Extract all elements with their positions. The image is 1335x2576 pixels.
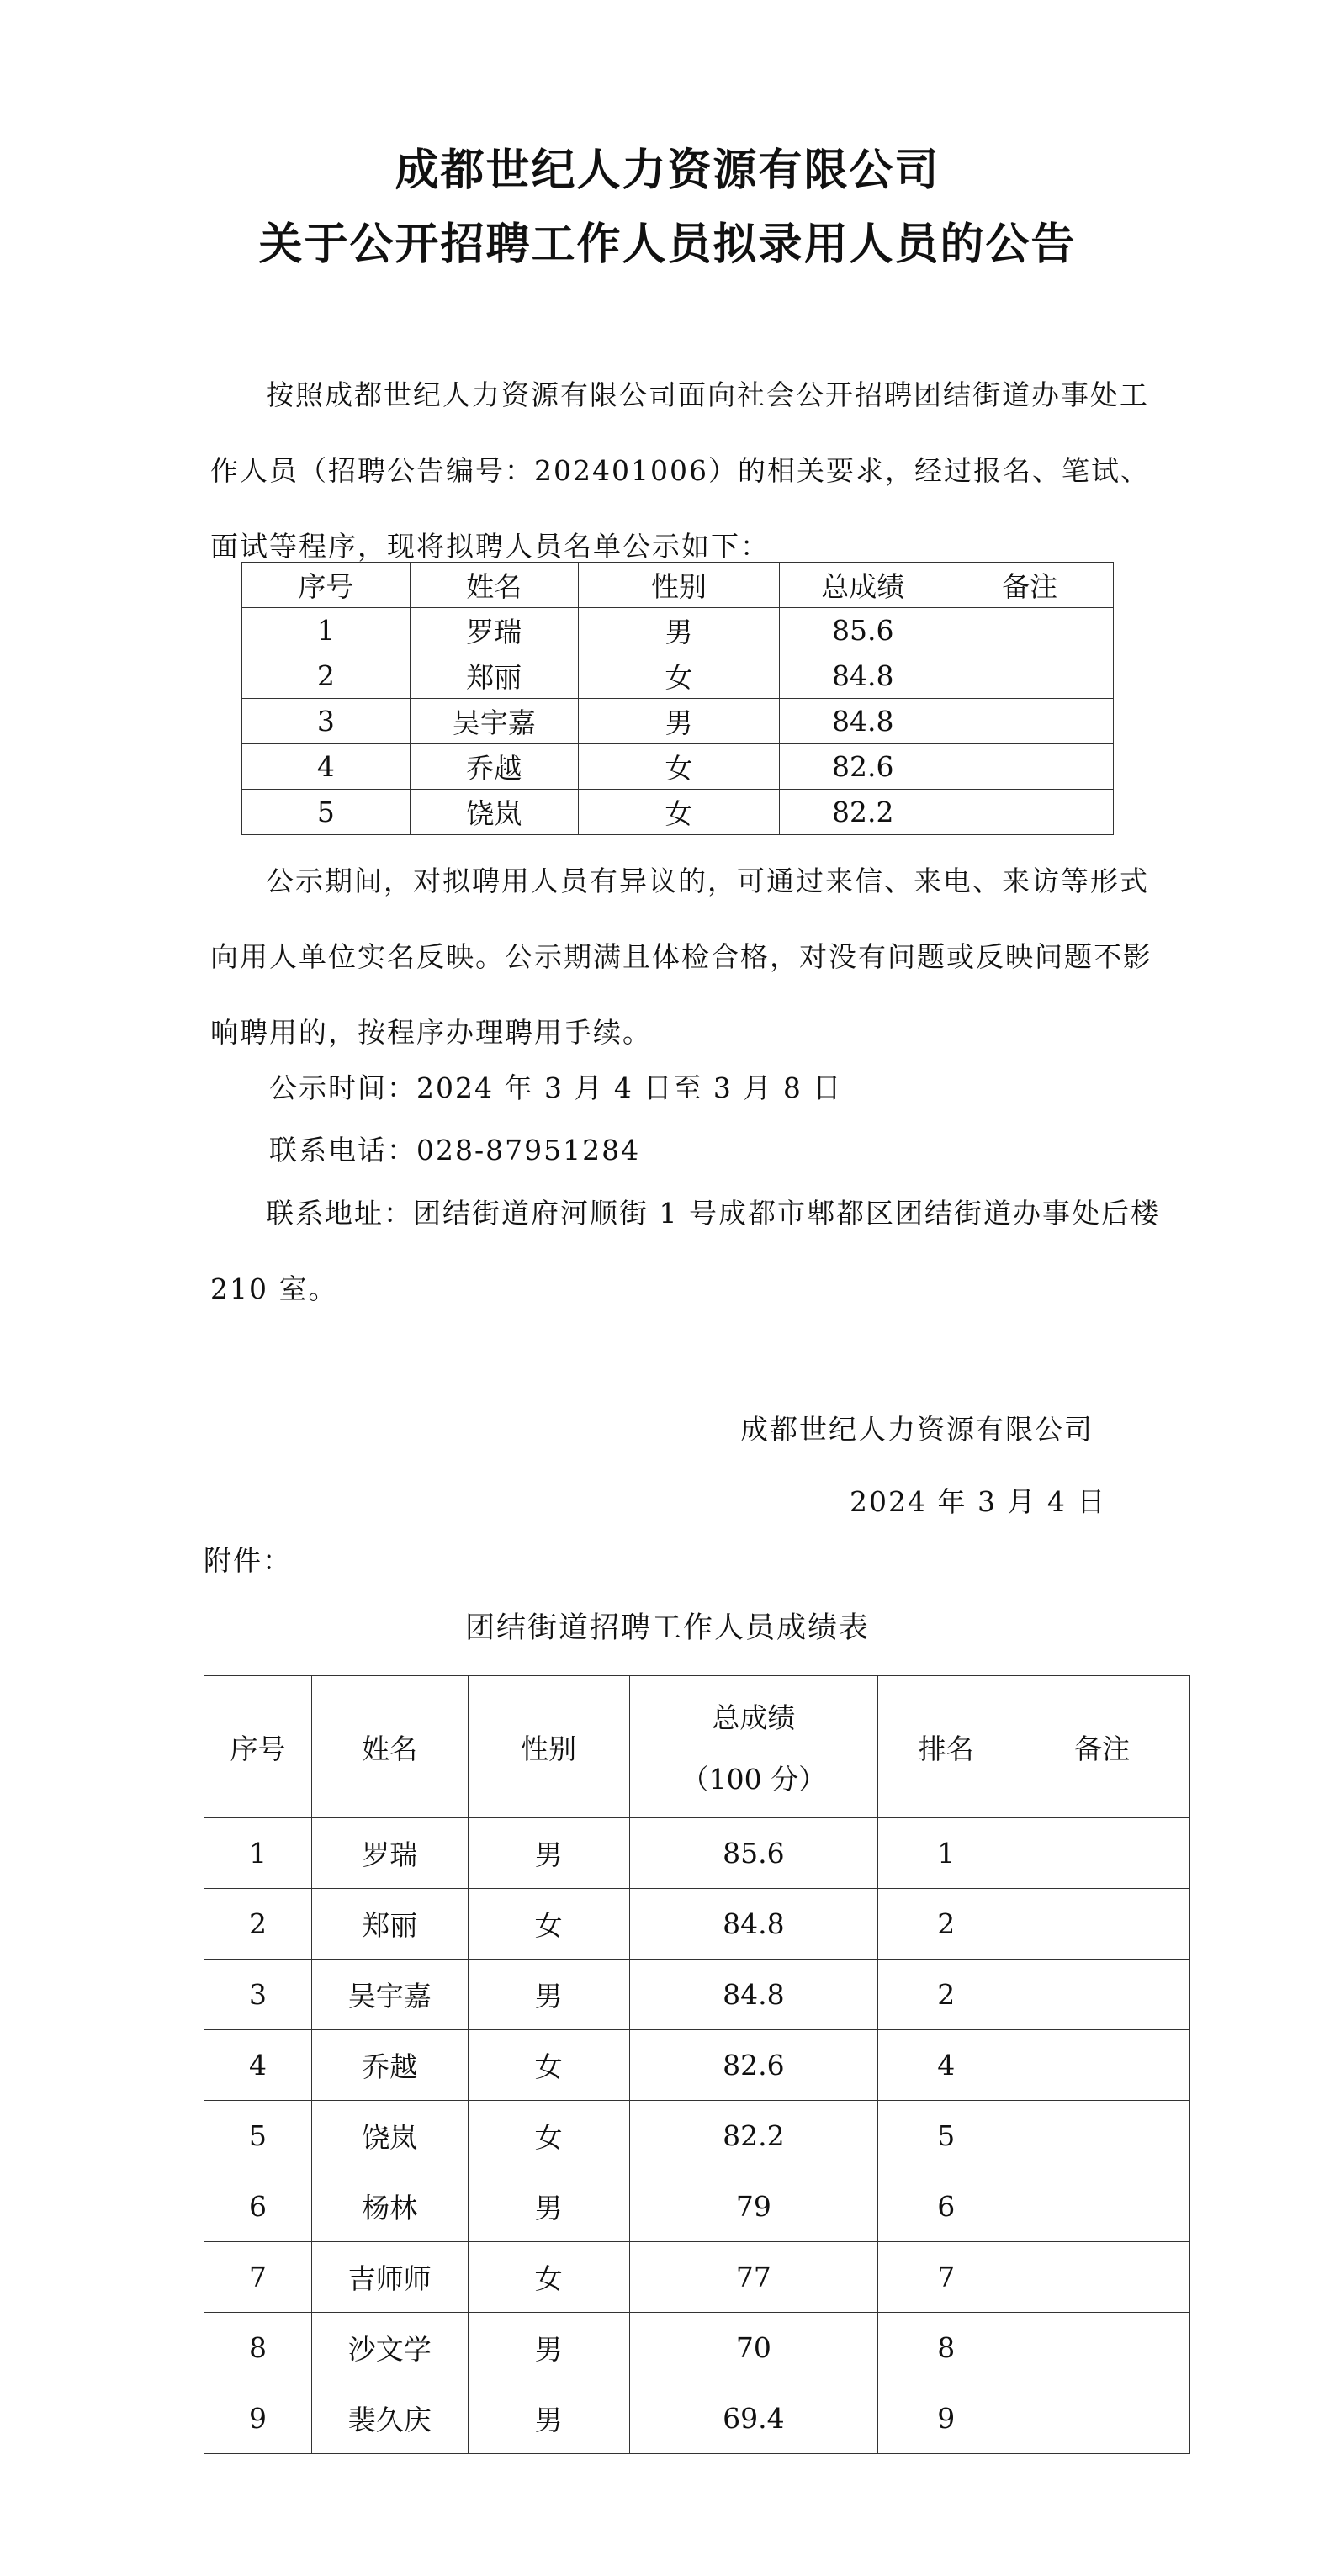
cell-remark — [946, 653, 1114, 699]
title-company: 成都世纪人力资源有限公司 — [395, 145, 940, 196]
cell-remark — [1014, 2030, 1190, 2101]
notice-paragraph: 公示期间，对拟聘用人员有异议的，可通过来信、来电、来访等形式向用人单位实名反映。公示期满且体检合格，对没有问题或反映问题不影响聘用的，按程序办理聘用手续。 — [210, 865, 1152, 1049]
cell-gender: 男 — [468, 2313, 629, 2383]
cell-gender: 男 — [468, 1818, 629, 1889]
cell-score: 69.4 — [629, 2383, 878, 2454]
cell-rank: 5 — [878, 2101, 1014, 2171]
cell-rank: 7 — [878, 2242, 1014, 2313]
contact-phone: 联系电话：028-87951284 — [269, 1134, 641, 1166]
cell-rank: 1 — [878, 1818, 1014, 1889]
cell-remark — [1014, 1960, 1190, 2030]
cell-gender: 女 — [468, 2030, 629, 2101]
cell-score: 82.6 — [780, 744, 946, 790]
col-header-gender: 性别 — [578, 563, 780, 608]
cell-gender: 男 — [578, 608, 780, 653]
table-header-row — [242, 563, 1114, 608]
cell-index: 2 — [242, 653, 411, 699]
cell-rank: 2 — [878, 1889, 1014, 1960]
cell-gender: 女 — [578, 653, 780, 699]
table-header-row — [204, 1676, 1190, 1818]
col-header-score: 总成绩 — [780, 563, 946, 608]
col-header-rank: 排名 — [878, 1676, 1014, 1818]
cell-rank: 6 — [878, 2171, 1014, 2242]
score-table — [204, 1675, 1190, 2454]
cell-score: 84.8 — [629, 1889, 878, 1960]
cell-score: 84.8 — [629, 1960, 878, 2030]
col-header-index: 序号 — [242, 563, 411, 608]
col-header-score-label: 总成绩 — [712, 1701, 796, 1734]
table-row — [242, 744, 1114, 790]
cell-gender: 男 — [468, 1960, 629, 2030]
cell-name: 吉师师 — [311, 2242, 468, 2313]
cell-score: 84.8 — [780, 699, 946, 744]
cell-name: 乔越 — [311, 2030, 468, 2101]
table-row — [242, 653, 1114, 699]
table-row — [242, 699, 1114, 744]
cell-remark — [1014, 2313, 1190, 2383]
cell-index: 8 — [204, 2313, 312, 2383]
score-table-caption: 团结街道招聘工作人员成绩表 — [464, 1611, 870, 1645]
cell-gender: 女 — [468, 2242, 629, 2313]
table-row — [204, 1960, 1190, 2030]
title-announcement: 关于公开招聘工作人员拟录用人员的公告 — [258, 220, 1077, 270]
cell-name: 饶岚 — [311, 2101, 468, 2171]
cell-index: 9 — [204, 2383, 312, 2454]
cell-remark — [1014, 2383, 1190, 2454]
signature-date: 2024 年 3 月 4 日 — [850, 1485, 1107, 1518]
cell-index: 3 — [204, 1960, 312, 2030]
cell-score: 77 — [629, 2242, 878, 2313]
cell-remark — [1014, 2242, 1190, 2313]
table-row — [204, 2030, 1190, 2101]
cell-index: 4 — [242, 744, 411, 790]
cell-gender: 男 — [468, 2383, 629, 2454]
cell-remark — [946, 744, 1114, 790]
cell-index: 1 — [204, 1818, 312, 1889]
signature-company: 成都世纪人力资源有限公司 — [740, 1413, 1094, 1446]
attachment-label: 附件： — [204, 1544, 292, 1577]
cell-name: 郑丽 — [410, 653, 578, 699]
table-row — [204, 2383, 1190, 2454]
table-row — [204, 2242, 1190, 2313]
table-row — [204, 1818, 1190, 1889]
cell-index: 3 — [242, 699, 411, 744]
table-row — [204, 2101, 1190, 2171]
cell-name: 乔越 — [410, 744, 578, 790]
cell-gender: 男 — [468, 2171, 629, 2242]
cell-score: 82.2 — [629, 2101, 878, 2171]
cell-remark — [946, 699, 1114, 744]
cell-score: 82.2 — [780, 790, 946, 835]
cell-name: 罗瑞 — [410, 608, 578, 653]
cell-gender: 女 — [578, 744, 780, 790]
cell-index: 4 — [204, 2030, 312, 2101]
cell-rank: 8 — [878, 2313, 1014, 2383]
cell-remark — [1014, 2101, 1190, 2171]
col-header-name: 姓名 — [410, 563, 578, 608]
hire-list-table — [241, 562, 1114, 835]
col-header-remark: 备注 — [946, 563, 1114, 608]
intro-paragraph: 按照成都世纪人力资源有限公司面向社会公开招聘团结街道办事处工作人员（招聘公告编号：202401006）的相关要求，经过报名、笔试、面试等程序，现将拟聘人员名单公示如下： — [210, 378, 1150, 563]
cell-rank: 4 — [878, 2030, 1014, 2101]
cell-name: 沙文学 — [311, 2313, 468, 2383]
col-header-score-max: （100 分） — [681, 1763, 827, 1796]
cell-index: 7 — [204, 2242, 312, 2313]
cell-rank: 9 — [878, 2383, 1014, 2454]
table-row — [242, 790, 1114, 835]
cell-remark — [946, 790, 1114, 835]
cell-score: 85.6 — [780, 608, 946, 653]
col-header-score — [629, 1676, 878, 1818]
col-header-index: 序号 — [204, 1676, 312, 1818]
cell-name: 罗瑞 — [311, 1818, 468, 1889]
cell-score: 85.6 — [629, 1818, 878, 1889]
table-row — [204, 2313, 1190, 2383]
cell-name: 吴宇嘉 — [410, 699, 578, 744]
cell-gender: 女 — [468, 1889, 629, 1960]
col-header-remark: 备注 — [1014, 1676, 1190, 1818]
cell-score: 79 — [629, 2171, 878, 2242]
cell-remark — [1014, 1818, 1190, 1889]
table-row — [204, 2171, 1190, 2242]
cell-index: 2 — [204, 1889, 312, 1960]
cell-rank: 2 — [878, 1960, 1014, 2030]
cell-name: 裴久庆 — [311, 2383, 468, 2454]
table-row — [204, 1889, 1190, 1960]
cell-remark — [946, 608, 1114, 653]
cell-name: 饶岚 — [410, 790, 578, 835]
cell-remark — [1014, 2171, 1190, 2242]
cell-name: 杨林 — [311, 2171, 468, 2242]
cell-index: 5 — [242, 790, 411, 835]
cell-index: 6 — [204, 2171, 312, 2242]
notice-period: 公示时间：2024 年 3 月 4 日至 3 月 8 日 — [269, 1071, 843, 1104]
cell-gender: 男 — [578, 699, 780, 744]
cell-name: 郑丽 — [311, 1889, 468, 1960]
col-header-gender: 性别 — [468, 1676, 629, 1818]
cell-score: 82.6 — [629, 2030, 878, 2101]
cell-index: 1 — [242, 608, 411, 653]
cell-gender: 女 — [468, 2101, 629, 2171]
cell-remark — [1014, 1889, 1190, 1960]
col-header-name: 姓名 — [311, 1676, 468, 1818]
cell-index: 5 — [204, 2101, 312, 2171]
cell-name: 吴宇嘉 — [311, 1960, 468, 2030]
cell-score: 84.8 — [780, 653, 946, 699]
table-row — [242, 608, 1114, 653]
cell-score: 70 — [629, 2313, 878, 2383]
contact-address: 联系地址：团结街道府河顺街 1 号成都市郫都区团结街道办事处后楼 210 室。 — [210, 1197, 1160, 1305]
cell-gender: 女 — [578, 790, 780, 835]
